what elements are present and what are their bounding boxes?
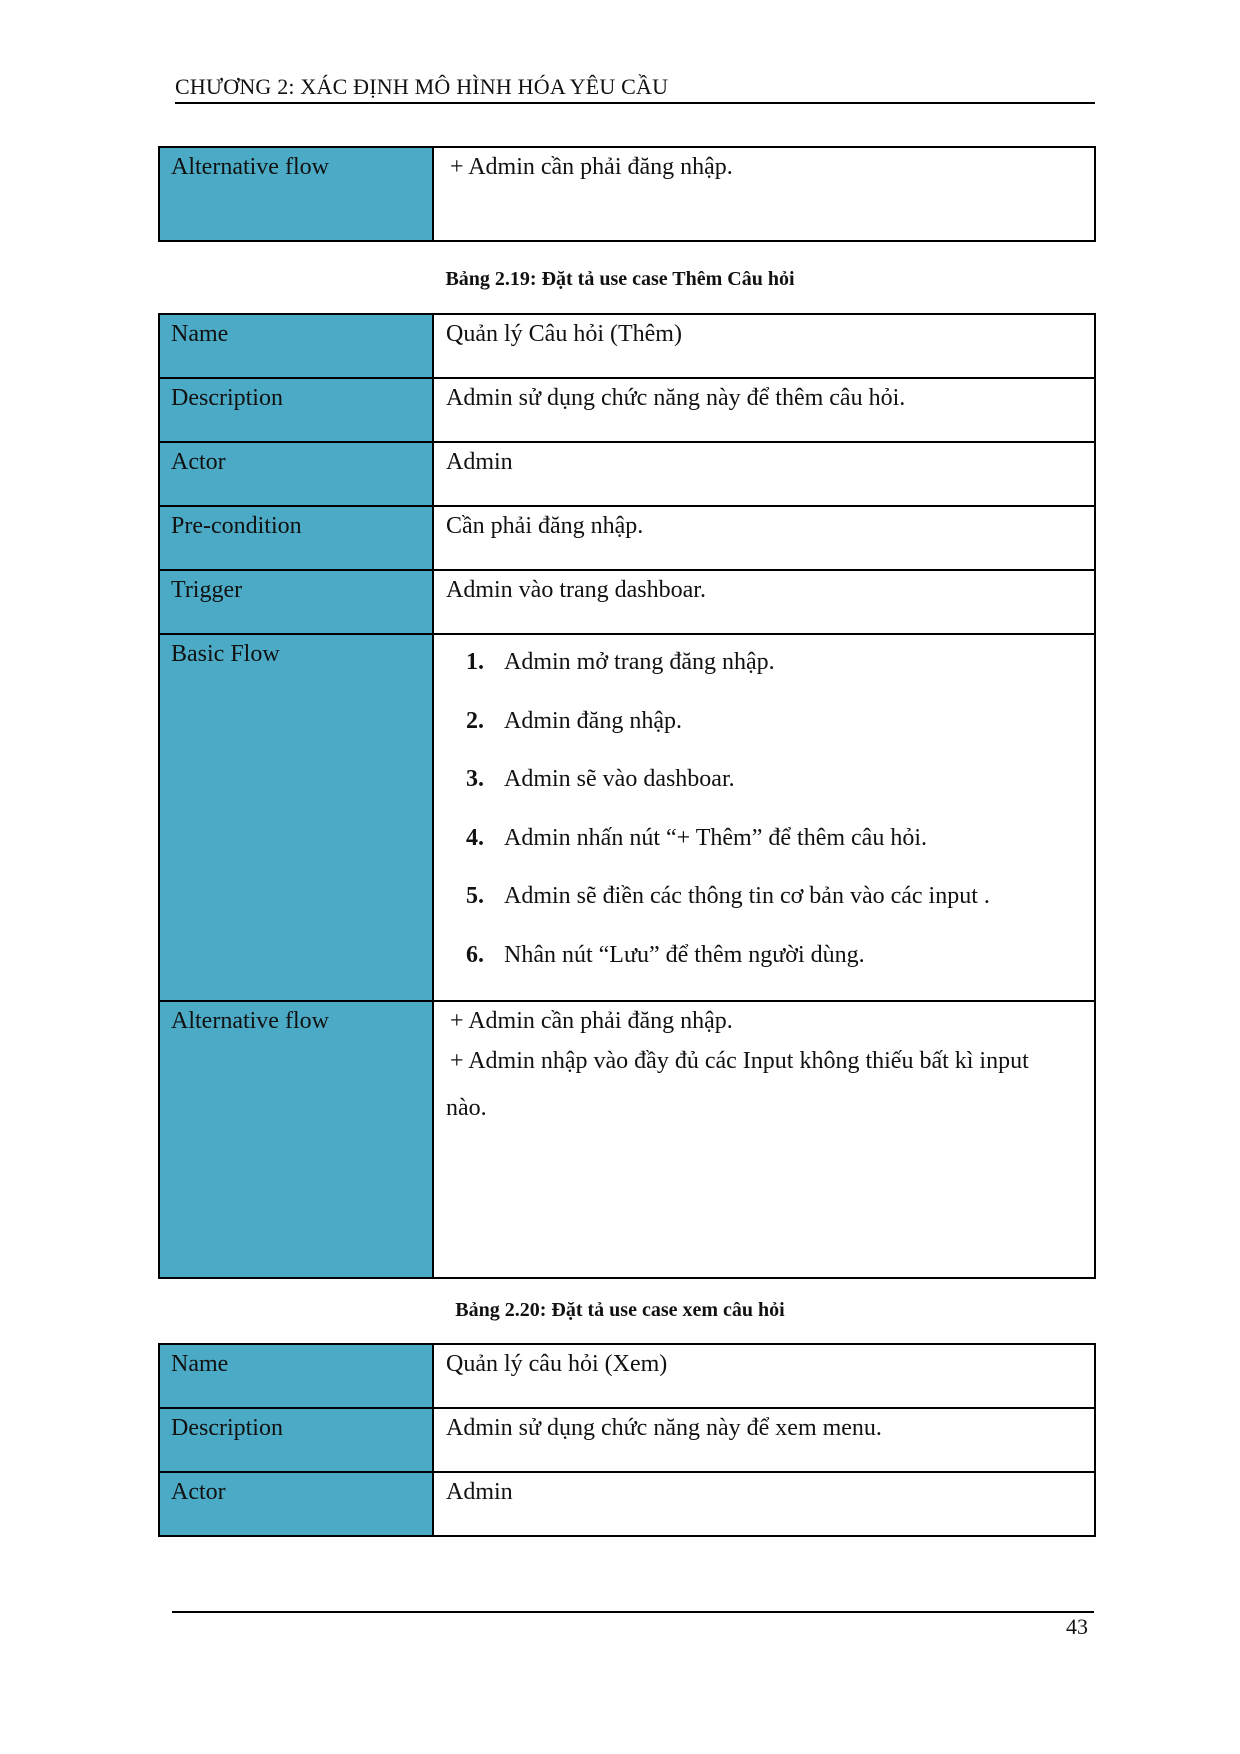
row-value: Admin sử dụng chức năng này để thêm câu hỏi. <box>433 378 1095 442</box>
row-value: Admin vào trang dashboar. <box>433 570 1095 634</box>
row-label: Name <box>159 314 433 378</box>
row-value: Quản lý câu hỏi (Xem) <box>433 1344 1095 1408</box>
row-label: Alternative flow <box>159 147 433 241</box>
step-text: Admin mở trang đăng nhập. <box>504 649 775 675</box>
row-value: Cần phải đăng nhập. <box>433 506 1095 570</box>
chapter-header: CHƯƠNG 2: XÁC ĐỊNH MÔ HÌNH HÓA YÊU CẦU <box>175 74 669 99</box>
row-label: Actor <box>159 442 433 506</box>
table-row <box>159 634 1095 1001</box>
table-row <box>159 1344 1095 1408</box>
list-item <box>446 766 1082 825</box>
table-caption-2-19: Bảng 2.19: Đặt tả use case Thêm Câu hỏi <box>445 268 795 290</box>
alt-flow-line: + Admin cần phải đăng nhập. <box>450 1008 733 1034</box>
list-item <box>446 942 1082 1001</box>
table-row <box>159 1001 1095 1278</box>
row-label: Description <box>159 378 433 442</box>
table-row <box>159 1472 1095 1536</box>
list-item <box>446 825 1082 884</box>
row-label: Description <box>159 1408 433 1472</box>
list-item <box>446 649 1082 708</box>
step-number: 1. <box>466 649 484 675</box>
step-text: Admin nhấn nút “+ Thêm” để thêm câu hỏi. <box>504 824 927 851</box>
step-number: 3. <box>466 766 484 792</box>
table-continued <box>158 146 1096 242</box>
list-item <box>446 708 1082 767</box>
header-divider <box>175 102 1095 104</box>
page-number: 43 <box>1066 1614 1088 1639</box>
step-number: 4. <box>466 824 484 851</box>
step-text: Nhân nút “Lưu” để thêm người dùng. <box>504 941 865 968</box>
row-label: Actor <box>159 1472 433 1536</box>
table-row <box>159 506 1095 570</box>
row-value: Quản lý Câu hỏi (Thêm) <box>433 314 1095 378</box>
row-label: Trigger <box>159 570 433 634</box>
table-row <box>159 378 1095 442</box>
table-caption-2-20: Bảng 2.20: Đặt tả use case xem câu hỏi <box>455 1299 785 1321</box>
table-2-20 <box>158 1343 1096 1537</box>
step-text: Admin sẽ vào dashboar. <box>504 766 735 792</box>
table-row <box>159 147 1095 241</box>
basic-flow-steps <box>446 649 1082 1000</box>
step-text: Admin đăng nhập. <box>504 707 682 734</box>
list-item <box>446 883 1082 942</box>
row-label: Alternative flow <box>159 1001 433 1278</box>
row-label: Name <box>159 1344 433 1408</box>
row-value: Admin sử dụng chức năng này để xem menu. <box>433 1408 1095 1472</box>
row-label: Basic Flow <box>159 634 433 1001</box>
step-number: 2. <box>466 707 484 734</box>
table-row <box>159 442 1095 506</box>
footer-divider <box>172 1611 1094 1613</box>
step-number: 6. <box>466 941 484 968</box>
table-row <box>159 314 1095 378</box>
row-value: + Admin cần phải đăng nhập. <box>433 147 1095 241</box>
alt-flow-line: + Admin nhập vào đầy đủ các Input không thiếu bất kì input <box>450 1048 1029 1074</box>
alternative-flow-cell <box>433 1001 1095 1278</box>
table-row <box>159 1408 1095 1472</box>
table-row <box>159 570 1095 634</box>
alt-flow-line: nào. <box>446 1095 487 1121</box>
step-number: 5. <box>466 883 484 909</box>
row-value: Admin <box>433 1472 1095 1536</box>
row-value: Admin <box>433 442 1095 506</box>
row-label: Pre-condition <box>159 506 433 570</box>
basic-flow-cell <box>433 634 1095 1001</box>
step-text: Admin sẽ điền các thông tin cơ bản vào các input . <box>504 883 990 909</box>
table-2-19 <box>158 313 1096 1279</box>
